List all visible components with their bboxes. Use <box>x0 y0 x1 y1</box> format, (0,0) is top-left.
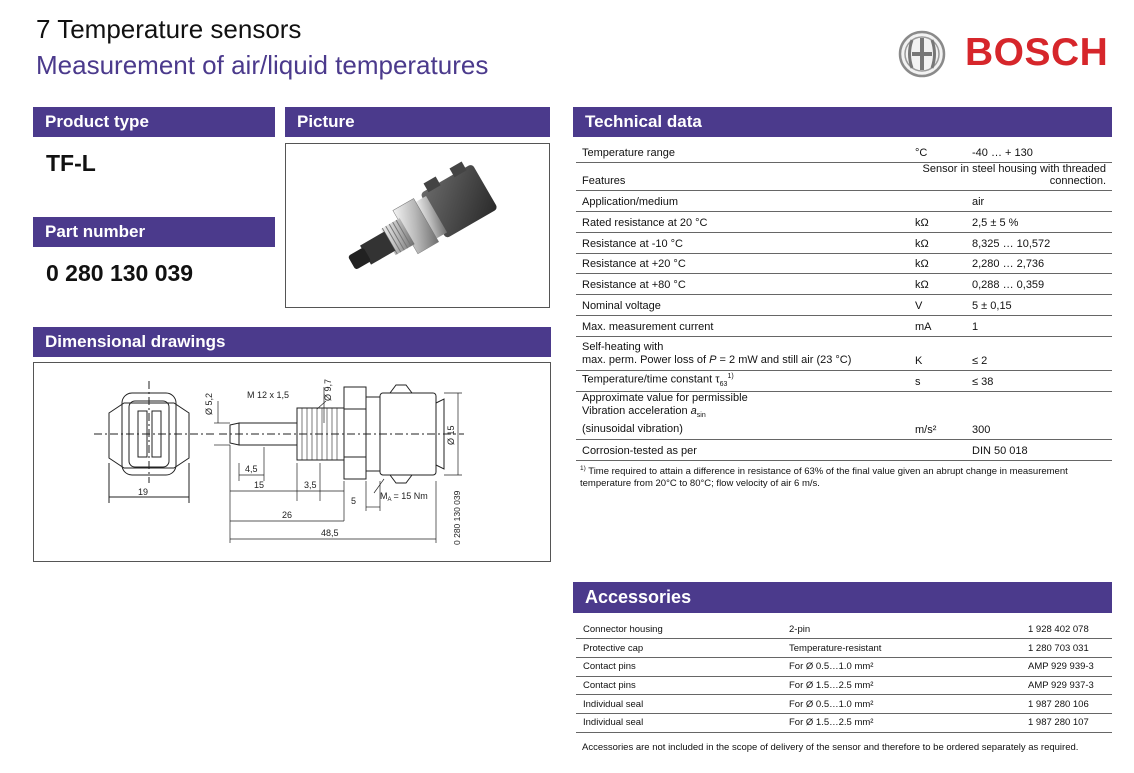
dim-dia-5-2: Ø 5,2 <box>204 392 214 415</box>
row-label: Application/medium <box>576 191 909 212</box>
table-row <box>576 253 1112 274</box>
self-heating-line1: Self-heating with <box>582 340 664 353</box>
dim-4-5: 4,5 <box>245 464 258 474</box>
accessories-note: Accessories are not included in the scope of delivery of the sensor and therefore to be ordered separately as required. <box>582 742 1079 753</box>
row-label <box>576 336 909 370</box>
row-value: DIN 50 018 <box>966 440 1112 461</box>
row-unit: kΩ <box>909 212 966 233</box>
self-heating-line2: max. perm. Power loss of P = 2 mW and still air (23 °C) <box>582 353 852 366</box>
dim-19: 19 <box>138 487 149 497</box>
dim-torque: $M_A = 15$ Nm <box>380 491 428 503</box>
logo-text: BOSCH <box>965 31 1109 74</box>
dim-5: 5 <box>351 496 357 506</box>
accessory-part: 1 987 280 107 <box>1021 713 1112 732</box>
table-row <box>576 639 1112 658</box>
table-row <box>576 142 1112 163</box>
dimensional-drawing <box>33 362 551 562</box>
row-label: Resistance at +80 °C <box>576 274 909 295</box>
dim-48-5: 48,5 <box>321 528 339 538</box>
table-row <box>576 370 1112 391</box>
row-label: Rated resistance at 20 °C <box>576 212 909 233</box>
row-value: air <box>966 191 1112 212</box>
accessory-spec: 2-pin <box>782 620 1021 639</box>
accessory-spec: For Ø 1.5…2.5 mm² <box>782 676 1021 695</box>
row-unit: K <box>909 336 966 370</box>
accessory-name: Protective cap <box>576 639 782 658</box>
row-value: 300 <box>966 391 1112 440</box>
row-label: Temperature/time constant $\tau_{63}^{1)}$ <box>576 370 909 391</box>
row-unit: m/s² <box>909 391 966 440</box>
table-row <box>576 191 1112 212</box>
row-unit: kΩ <box>909 253 966 274</box>
table-row <box>576 676 1112 695</box>
row-value: 8,325 … 10,572 <box>966 232 1112 253</box>
row-label: Temperature range <box>576 142 909 163</box>
accessory-part: AMP 929 939-3 <box>1021 657 1112 676</box>
dim-dia-9-7: Ø 9,7 <box>323 378 333 401</box>
part-number-header: Part number <box>33 217 275 247</box>
row-value: -40 … + 130 <box>966 142 1112 163</box>
dim-26: 26 <box>282 510 293 520</box>
accessory-name: Connector housing <box>576 620 782 639</box>
product-type-value: TF-L <box>46 150 96 176</box>
sensor-photo <box>286 144 550 308</box>
table-row <box>576 391 1112 440</box>
table-row <box>576 440 1112 461</box>
page-subtitle: Measurement of air/liquid temperatures <box>36 50 489 80</box>
row-label: Max. measurement current <box>576 316 909 337</box>
row-label: Resistance at -10 °C <box>576 232 909 253</box>
table-row <box>576 274 1112 295</box>
table-row <box>576 336 1112 370</box>
accessory-spec: Temperature-resistant <box>782 639 1021 658</box>
row-label: Resistance at +20 °C <box>576 253 909 274</box>
row-label: Nominal voltage <box>576 295 909 316</box>
technical-data-table <box>576 142 1112 461</box>
product-type-header: Product type <box>33 107 275 137</box>
row-value: 5 ± 0,15 <box>966 295 1112 316</box>
accessory-part: 1 987 280 106 <box>1021 695 1112 714</box>
row-value: ≤ 38 <box>966 370 1112 391</box>
table-row <box>576 212 1112 233</box>
accessories-header: Accessories <box>573 582 1112 613</box>
row-unit: mA <box>909 316 966 337</box>
row-label: Approximate value for permissible Vibration acceleration $a_{sin}$ (sinusoidal vibration) <box>576 391 909 440</box>
row-unit <box>909 440 966 461</box>
row-unit: s <box>909 370 966 391</box>
table-row <box>576 713 1112 732</box>
accessory-name: Contact pins <box>576 676 782 695</box>
dim-dia-15: Ø 15 <box>446 425 456 445</box>
accessory-name: Individual seal <box>576 695 782 714</box>
table-row <box>576 295 1112 316</box>
accessory-spec: For Ø 1.5…2.5 mm² <box>782 713 1021 732</box>
row-unit: V <box>909 295 966 316</box>
drawing-svg <box>34 363 551 562</box>
table-row <box>576 620 1112 639</box>
row-unit: kΩ <box>909 274 966 295</box>
technical-data-header: Technical data <box>573 107 1112 137</box>
page-title: 7 Temperature sensors <box>36 14 302 44</box>
row-value: 0,288 … 0,359 <box>966 274 1112 295</box>
row-unit <box>909 191 966 212</box>
accessory-part: 1 928 402 078 <box>1021 620 1112 639</box>
table-row <box>576 316 1112 337</box>
row-value: ≤ 2 <box>966 336 1112 370</box>
row-unit: °C <box>909 142 966 163</box>
table-row <box>576 657 1112 676</box>
accessories-table <box>576 620 1112 733</box>
row-value: 2,280 … 2,736 <box>966 253 1112 274</box>
row-label: Corrosion-tested as per <box>576 440 909 461</box>
dim-15: 15 <box>254 480 265 490</box>
row-value: Sensor in steel housing with threaded connection. <box>909 163 1112 191</box>
product-picture <box>285 143 550 308</box>
row-value: 2,5 ± 5 % <box>966 212 1112 233</box>
row-unit: kΩ <box>909 232 966 253</box>
accessory-name: Individual seal <box>576 713 782 732</box>
dim-3-5: 3,5 <box>304 480 317 490</box>
table-row <box>576 232 1112 253</box>
dimensional-drawings-header: Dimensional drawings <box>33 327 551 357</box>
picture-header: Picture <box>285 107 550 137</box>
bosch-logo <box>898 30 1113 78</box>
row-value: 1 <box>966 316 1112 337</box>
drawing-part-number: 0 280 130 039 <box>452 490 462 545</box>
technical-footnote: $^{1)}$ Time required to attain a difference in resistance of 63% of the final value given an abrupt change in measurement temperature from 20°C to 80°C; flow velocity of air 6 m/s. <box>580 465 1068 490</box>
dim-thread: M 12 x 1,5 <box>247 390 290 400</box>
accessory-part: AMP 929 937-3 <box>1021 676 1112 695</box>
armature-icon <box>898 30 946 78</box>
part-number-value: 0 280 130 039 <box>46 260 194 286</box>
table-row <box>576 695 1112 714</box>
table-row <box>576 163 1112 191</box>
accessory-spec: For Ø 0.5…1.0 mm² <box>782 657 1021 676</box>
row-label: Features <box>576 163 909 191</box>
accessory-name: Contact pins <box>576 657 782 676</box>
accessory-part: 1 280 703 031 <box>1021 639 1112 658</box>
accessory-spec: For Ø 0.5…1.0 mm² <box>782 695 1021 714</box>
